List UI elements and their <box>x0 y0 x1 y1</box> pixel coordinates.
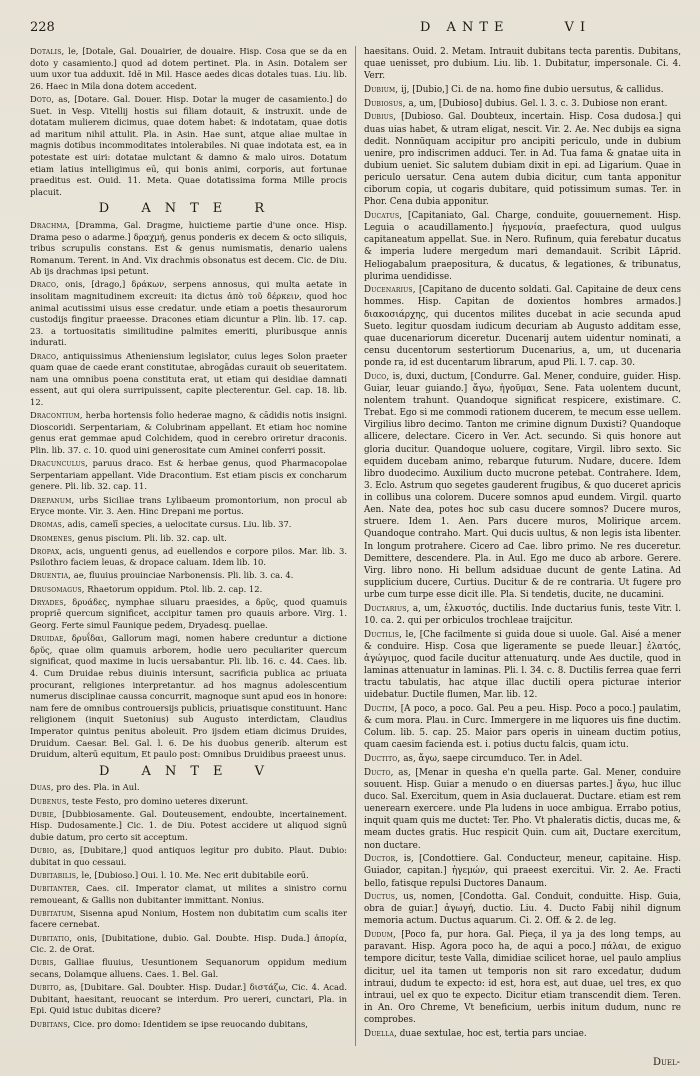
entry-text: δρυΐδαι, Gallorum magi, nomen habere creduntur a dictione δρῦς, quae olim quamuis arborem, hodie uero peculiariter quercum significat, quod maxime in lucis uersabantur. Pli. lib. 16. c. 44. Caes. lib. 4. Cum Druidae rebus diuinis intersunt, sacrificia publica ac priuata procurant, religiones interpretantur. ad hos magnus adolescentium numerus disciplinae caussa concurrit, magnoque sunt apud eos in honore: nam fere de omnibus controuersijs publicis, priuatisque constituunt. Hanc religionem (inquit Suetonius) sub Augusto interdictam, Claudius Imperator quintus penitus aboleuit. Pro ijsdem etiam dicimus Druides, Druidum. Caesar. Bel. Gal. l. 6. De his duobus generib. alterum est Druidum, alterū equitum, Et paulo post: Omnibus Druidibus praeest unus. <box>30 633 348 760</box>
entry-headword: Dubenus, <box>30 795 70 806</box>
dictionary-entry <box>30 597 347 632</box>
entry-text: acis, unguenti genus, ad euellendos e corpore pilos. Mar. lib. 3. Psilothro faciem leuas, & dropace caluam. Idem lib. 10. <box>30 545 347 568</box>
entry-headword: Ductim, <box>364 703 398 714</box>
entry-headword: Duella, <box>364 1028 397 1039</box>
entry-text: us, nomen, [Condotta. Gal. Conduit, conduitte. Hisp. Guia, obra de guiar.] ἀγωγή, ductio. Liu. 4. Ducto Fabij nihil dignum memoria actum. Ductus aquarum. Ci. 2. Off. & 2. de leg. <box>364 892 681 927</box>
entry-text: a, um, ἑλκυστός, ductilis. Inde ductarius funis, teste Vitr. l. 10. ca. 2. qui per orbiculos trochleae traijcitur. <box>364 603 681 626</box>
dictionary-entry <box>364 84 681 96</box>
entry-text: Sisenna apud Nonium, Hostem non dubitatim cum scalis iter facere cernebat. <box>30 907 347 930</box>
entry-headword: Dubito, <box>30 982 62 993</box>
dictionary-entry <box>364 929 681 1026</box>
entry-text: is, duxi, ductum, [Condurre. Gal. Mener, conduire, guider. Hisp. Guiar, leuar guiando.] ἄγω, ἡγοῦμαι, Sene. Fata uolentem ducunt, nolentem trahunt. Quandoque significat respicere, existimare. C. Trebat. Ego si me commodi rationem ducerem, te mecum esse uellem. Virgilius libro decimo. Tanton me crimine dignum Duxisti? Quandoque allicere, delectare. Cicero in Ver. Act. secundo. Si quis honore aut gloria ducitur. Quandoque uoluere, cogitare, Virgil. libro sexto. Sic equidem ducebam animo, rebarque futurum. Nudare, ducere. Idem libro duodecimo. Auxilium ducto mucrone petebat. Contrahere. Idem, 3. Eclo. Astrum quo segetes gauderent frugibus, & quo duceret apricis in collibus una colorem. Ducere somnos apud eundem. Virgil. quarto Aen. Nate dea, potes hoc sub casu ducere somnos? Ducere muros, struere. Idem 1. Aen. Pars ducere muros, Molirique arcem. Quandoque contraho. Mart. Qui ducis uultus, & non legis ista libenter. In longum protrahere. Cicero ad Cae. libro primo. Ne res duceretur. Demittere, descendere. Pla. in Aul. Ego me duco ab arbore. Gerere. Virg. libro nono. Hi bellum adsiduae ducunt de gente Latina. Ad supplicium ducere, Curtius. Ducitur & de re contraria. Ut fugere pro urbe cum turpe esse dicit ille. Pla. Si tendetis, ducite, ne ducamini. <box>364 371 682 601</box>
entry-text: as, [Dotare. Gal. Douer. Hisp. Dotar la muger de casamiento.] do Suet. in Vesp. Vitellij hostis sui filiam dotauit, & instruxit. unde de dotatam mulierem dicimus, quae dotem habet: & indotatam, quae dotis ad maritum nihil attulit. Pla. in Asin. Hae sunt, atque aliae multae in magnis dotibus incommoditates intolerabiles. Ni quae indotata est, ea in potestate est uiri: dotatae mulctant & damno & malo uiros. Dotatum etiam latius intelligimus eū, qui bonis animi, corporis, aut fortunae praeditus est. Ouid. 11. Meta. Quae dotatissima forma Mille procis placuit. <box>30 93 347 197</box>
entry-text: ae, fluuius prouinciae Narbonensis. Pli. lib. 3. ca. 4. <box>73 570 294 581</box>
dictionary-entry <box>364 371 681 601</box>
dictionary-entry <box>30 533 347 545</box>
entry-headword: Ductor, <box>364 854 399 865</box>
dictionary-entry <box>30 546 347 569</box>
dictionary-entry <box>30 957 347 980</box>
entry-headword: Druidae, <box>30 633 67 644</box>
entry-text: teste Festo, pro domino ueteres dixerunt. <box>71 795 249 806</box>
dictionary-entry <box>30 883 347 906</box>
entry-headword: Doto, <box>30 93 55 104</box>
entry-text: δρυάδες, nymphae siluaru praesides, a δρῦς, quod quamuis propriē quercum significet, accipitur tamen pro quauis arbore. Virg. 1. Georg. Ferte simul Faunique pedem, Dryadesq. puellae. <box>30 596 347 631</box>
dictionary-entry <box>30 519 347 531</box>
dictionary-entry <box>30 220 347 278</box>
dictionary-entry <box>30 933 347 956</box>
entry-text: Galliae fluuius, Uesuntionem Sequanorum oppidum medium secans, Dolamque alluens. Caes. 1. Bel. Gal. <box>30 957 347 979</box>
entry-headword: Dryades, <box>30 596 67 607</box>
entry-text: Rhaetorum oppidum. Ptol. lib. 2. cap. 12. <box>87 583 263 594</box>
entry-headword: Ducatus, <box>364 211 403 221</box>
column-divider <box>355 46 356 1046</box>
entry-headword: Dubitabilis, <box>30 869 79 880</box>
dictionary-entry <box>364 210 681 283</box>
dictionary-entry <box>30 845 347 868</box>
entry-text: [Dubioso. Gal. Doubteux, incertain. Hisp. Cosa dudosa.] qui duas uias habet, & utram eligat, nescit. Vir. 2. Ae. Nec dubijs ea signa dedit. Nonnūquam accipitur pro ancipiti periculo, unde in dubium uenire, pro indiscrimen adduci. Ter. in Ad. Tua fama & gnatae uita in dubium ueniet. Sic salutem dubiam dixit in epi. ad Ligarium. Quae in periculo uersatur. Cena autem dubia dicitur, cum tanta apponitur ciborum copia, ut cogaris dubitare, quid potissimum sumas. Ter. in Phor. Cena dubia apponitur. <box>364 112 682 208</box>
dictionary-entry <box>30 796 347 808</box>
entry-headword: Dubio, <box>30 845 58 856</box>
entry-headword: Dubium, <box>364 84 399 95</box>
entry-headword: Dubitatio, <box>30 932 73 943</box>
right-column <box>364 46 681 1042</box>
dictionary-entry <box>30 633 347 761</box>
entry-headword: Draco, <box>30 279 59 290</box>
dictionary-entry <box>30 46 347 92</box>
entry-text: is, [Condottiere. Gal. Conducteur, meneur, capitaine. Hisp. Guiador, capitan.] ἡγεμών, qui praeest exercitui. Vir. 2. Ae. Fracti bello, fatisque repulsi Ductores Danaum. <box>364 854 681 889</box>
entry-headword: Dubius, <box>364 112 397 123</box>
entry-text: [A poco, a poco. Gal. Peu a peu. Hisp. Poco a poco.] paulatim, & cum mora. Plau. in Curc. Immergere in me liquores uis fine ductim. Colum. lib. 5. cap. 25. Maior pars operis in uineam ductim potius, quam caesim facienda est. i. potius ductu falcis, quam ictu. <box>364 703 681 751</box>
entry-headword: Dracunculus, <box>30 458 88 469</box>
entry-text: Cice. pro domo: Identidem se ipse reuocando dubitans, <box>73 1018 308 1029</box>
entry-headword: Ducto, <box>364 767 394 778</box>
entry-headword: Ductus, <box>364 892 399 903</box>
entry-headword: Duas, <box>30 782 54 793</box>
entry-text: as, [Dubitare,] quod antiquos legitur pro dubito. Plaut. Dubio: dubitat in quo cessaui. <box>30 845 347 867</box>
entry-headword: Drepanum, <box>30 494 75 505</box>
entry-headword: Druentia, <box>30 570 72 581</box>
entry-text: adis, camelī species, a uelocitate cursus. Liu. lib. 37. <box>67 519 292 530</box>
dictionary-entry <box>30 870 347 882</box>
entry-text: haesitans. Ouid. 2. Metam. Intrauit dubitans tecta parentis. Dubitans, quae uenisset, pro dubium. Liu. lib. 1. Dubitatur, impersonale. Ci. 4. Verr. <box>364 47 681 82</box>
entry-headword: Dotalis, <box>30 46 65 56</box>
dictionary-entry <box>30 410 347 456</box>
entry-text: a, um, [Dubioso] dubius. Gel. l. 3. c. 3. Dubiose non erant. <box>408 98 668 109</box>
entry-headword: Dubie, <box>30 808 57 819</box>
entry-headword: Ducenarius, <box>364 285 416 296</box>
dictionary-entry <box>364 853 681 889</box>
entry-text: as, ἄγω, saepe circumduco. Ter. in Adel. <box>403 754 583 765</box>
entry-text: Caes. ciI. Imperator clamat, ut milites a sinistro cornu remoueant, & Gallis non dubitanter immittant. Nonius. <box>30 883 347 905</box>
entry-text: onis, [drago,] δράκων, serpens annosus, qui multa aetate in insolitam magnitudinem excreuit: ita dictus ἀπὸ τοῦ δέρκειν, quod hoc animal acutissimi uisus esse credatur. unde etiam a poetis thesaurorum custodijs fingitur praeesse. Dracones etiam dicuntur a Plin. lib. 17. cap. 23. a tortuositatis similitudine palmites emeriti, pluribusque annis indurati. <box>30 279 347 348</box>
entry-text: as, [Menar in quesha e'n quella parte. Gal. Mener, conduire souuent. Hisp. Guiar a menudo o en diuersas partes.] ἄγω, huc illuc duco. Sal. Exercitum, quem in Asia duclauerat. Ductare. etiam est rem uenerearn exercere. unde Pla ludens in uoce ambigua. Errabo potius, inquit quam quis me ductet: Ter. Pho. Vt phaleratis dictis, ducas me, & meam ductes gratis. Huc respicit Quin. cum ait, Ductare exercitum, non ductare. <box>364 767 682 851</box>
dictionary-entry <box>30 351 347 409</box>
dictionary-entry <box>30 495 347 518</box>
dictionary-entry <box>364 891 681 927</box>
dictionary-entry <box>364 767 681 852</box>
dictionary-entry <box>30 584 347 596</box>
entry-text: [Poco fa, pur hora. Gal. Pieça, il ya ja des long temps, au paravant. Hisp. Agora poco ha, de aqui a poco.] πάλαι, de exiguo tempore dicitur, teste Valla, dimidiae scilicet horae, uel paulo amplius dicitur, uel ita tamen ut temporis non sit raro excedatur, dudum intraui, dudum te expecto: id est, hora est, aut duae, uel tres, ex quo intraui, uel ex quo te expecto. Dicitur etiam transcendit diem. Teren. in An. Oro Chreme, Vt beneficium, uerbis initum dudum, nunc re comprobes. <box>364 930 682 1026</box>
dictionary-entry <box>364 46 681 82</box>
dictionary-entry <box>364 703 681 752</box>
entry-text: le, [Che facilmente si guida doue si uuole. Gal. Aisé a mener & conduire. Hisp. Cosa que ligeramente se puede lleuar.] ἐλατός, ἀγώγιμος, quod facile ducitur attenuaturq. unde Aes ductile, quod in laminas attenuatur in laminas. Pli. l. 34. c. 8. Ductilis ferrea quae ferri tractu tabulatis, hac atque illac ductili opera picturae interior uidebatur. Ductile flumen, Mar. lib. 12. <box>364 629 681 701</box>
left-column <box>30 46 347 1032</box>
entry-text: herba hortensis folio hederae magno, & cādidis notis insigni. Dioscoridi. Serpentariam, & Colubrinam appellant. Et etiam hoc nomine genus erat gemmae apud Colchidem, quod in cerebro oriretur draconis. Plin. lib. 37. c. 10. quod uini generositate cum Aminei conferri possit. <box>30 410 347 455</box>
page-number: 228 <box>30 20 55 35</box>
dictionary-entry <box>30 279 347 349</box>
running-head-text: D ANTE <box>420 20 510 35</box>
entry-text: pro des. Pla. in Aul. <box>56 782 140 793</box>
dictionary-entry <box>364 111 681 208</box>
dictionary-entry <box>30 570 347 582</box>
dictionary-entry <box>30 982 347 1017</box>
entry-text: [Capitano de ducento soldati. Gal. Capitaine de deux cens hommes. Hisp. Capitan de doxientos hombres armados.] διακοσιάρχης, qui ducentos milites ducebat in acie secunda apud Sueto. legitur quosdam iudicum decuriam ab Augusto additam esse, quae ducenariorum diceretur. Ducenarij autem uidentur nominati, a censu ducentorum sestertiorum Ducenarius, a, um, ut ducenaria ponde ra, id est ducentarum librarum, apud Pli. l. 7. cap. 30. <box>364 285 681 369</box>
running-head <box>420 20 586 35</box>
entry-text: [Dubbiosamente. Gal. Douteusement, endoubte, incertainement. Hisp. Dudosamente.] Cic. 1. de Diu. Potest accidere ut aliquod signū dubie datum, pro certo sit acceptum. <box>30 808 348 842</box>
dictionary-entry <box>30 908 347 931</box>
entry-text: antiquissimus Atheniensium legislator, cuius leges Solon praeter quam quae de caede erant constitutae, abrogādas curauit ob seueritatem. nam una omnibus poena constituta erat, ut etiam qui desidiae damnati essent, aut qui olera surripuissent, capite plecterentur. Gel. cap. 18. lib. 12. <box>30 350 347 407</box>
entry-headword: Dubitanter, <box>30 883 80 894</box>
entry-headword: Dracontium, <box>30 410 83 421</box>
entry-text: le, [Dotale, Gal. Douairier, de douaire. Hisp. Cosa que se da en doto y casamiento.] quod ad dotem pertinet. Pla. in Asin. Dotalem ser uum uxor tua adduxit. Idē in Mil. Hasce aedes dicas dotales tuas. Liu. lib. 26. Haec in Mila dona dotem accedent. <box>30 46 347 91</box>
dictionary-entry <box>364 753 681 765</box>
entry-headword: Dromas, <box>30 519 65 530</box>
entry-text: paruus draco. Est & herbae genus, quod Pharmacopolae Serpentariam appellant. Vide Dracontium. Est etiam piscis ex concharum genere. Pli. lib. 32. cap. 11. <box>30 458 347 492</box>
entry-headword: Dubitans, <box>30 1018 71 1029</box>
dictionary-entry <box>364 1028 681 1040</box>
entry-headword: Dubis, <box>30 957 57 968</box>
dictionary-entry <box>364 629 681 702</box>
dictionary-entry <box>30 1019 347 1031</box>
entry-text: [Capitaniato, Gal. Charge, conduite, gouuernement. Hisp. Leguia o acaudillamento.] ἡγεμονία, praefectura, quod uulgus capitaneatum appellat. Sue. in Nero. Rufinum, quia ferebatur ducatus & imperia ludere mergedum mari demandauit. Scribit Lāprid. Heliogabalum praepositura, & ducatus, & legationes, & tribunatus, plurima uendidisse. <box>364 211 682 282</box>
entry-headword: Ductilis, <box>364 629 403 640</box>
running-head-suffix: V I <box>564 20 587 35</box>
dictionary-entry <box>30 782 347 794</box>
entry-headword: Dromenes, <box>30 532 75 543</box>
entry-text: genus piscium. Pli. lib. 32. cap. ult. <box>77 532 227 543</box>
entry-headword: Draco, <box>30 350 59 361</box>
dictionary-entry <box>364 98 681 110</box>
entry-text: as, [Dubitare. Gal. Doubter. Hisp. Dudar.] διστάζω, Cic. 4. Acad. Dubitant, haesitant, reuocant se interdum. Pro uereri, cunctari, Pla. in Epi. Quid istuc dubitas dicere? <box>30 982 347 1016</box>
entry-headword: Drachma, <box>30 219 71 230</box>
dictionary-entry <box>364 284 681 369</box>
catchword: Duel- <box>652 1057 680 1068</box>
dictionary-entry <box>30 94 347 198</box>
section-heading: D ANTE V <box>99 763 278 779</box>
entry-text: ij, [Dubio,] Ci. de na. homo fine dubio uersutus, & callidus. <box>401 84 664 95</box>
section-heading: D ANTE R <box>98 201 279 217</box>
entry-headword: Dropax, <box>30 545 63 556</box>
entry-headword: Duco, <box>364 371 390 382</box>
entry-headword: Dudum, <box>364 930 397 941</box>
entry-headword: Dubitatum, <box>30 907 77 918</box>
entry-text: le, [Dubioso.] Oui. l. 10. Me. Nec erit dubitabile eorū. <box>81 869 309 880</box>
entry-headword: Ductarius, <box>364 603 410 614</box>
entry-text: [Dramma, Gal. Dragme, huictieme partie d'une once. Hisp. Drama peso o adarme.] δραχμή, genus ponderis ex decem & octo siliquis, tribus scrupulis constans. Est & genus numismatis, denario ualens Romanum. Terent. in And. Vix drachmis obsonatus est decem. Cic. de Diu. Ab ijs drachmas ipsi petunt. <box>30 219 347 277</box>
dictionary-entry <box>30 458 347 493</box>
entry-headword: Drusomagus, <box>30 583 85 594</box>
entry-headword: Ductito, <box>364 754 401 765</box>
entry-headword: Dubiosus, <box>364 98 406 109</box>
dictionary-entry <box>364 603 681 627</box>
entry-text: duae sextulae, hoc est, tertia pars unciae. <box>399 1028 587 1039</box>
dictionary-entry <box>30 809 347 844</box>
entry-text: onis, [Dubitatione, dubio. Gal. Doubte. Hisp. Duda.] ἀπορία, Cic. 2. de Orat. <box>30 932 347 955</box>
entry-text: urbs Siciliae trans Lylibaeum promontorium, non procul ab Eryce monte. Vir. 3. Aen. Hinc Drepani me portus. <box>30 494 347 517</box>
